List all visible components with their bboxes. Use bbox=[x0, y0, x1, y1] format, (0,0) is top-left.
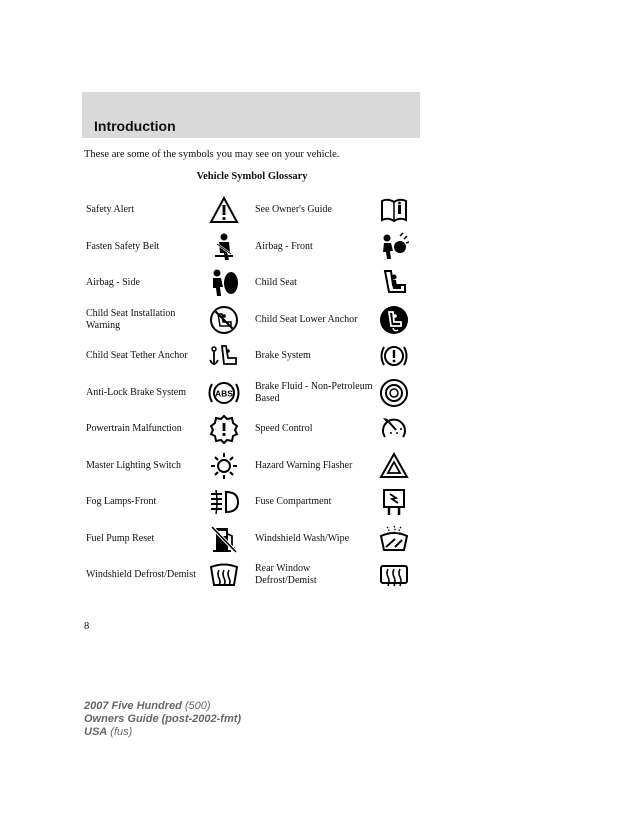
symbol-label: Child Seat bbox=[255, 277, 297, 289]
symbol-label: Fasten Safety Belt bbox=[86, 240, 160, 252]
symbol-label: Powertrain Malfunction bbox=[86, 423, 182, 435]
glossary-row bbox=[84, 302, 420, 339]
abs-icon bbox=[204, 375, 244, 412]
symbol-label: Fuse Compartment bbox=[255, 496, 332, 508]
document-footer bbox=[84, 700, 241, 739]
section-title: Introduction bbox=[94, 118, 176, 134]
glossary-row bbox=[84, 448, 420, 485]
symbol-label: Airbag - Front bbox=[255, 240, 313, 252]
svg-text:ABS: ABS bbox=[215, 388, 233, 399]
brake-fluid-icon bbox=[374, 375, 414, 412]
symbol-label: Brake System bbox=[255, 350, 311, 362]
powertrain-malfunction-icon bbox=[204, 411, 244, 448]
glossary-row bbox=[84, 521, 420, 558]
footer-model-code: (500) bbox=[181, 700, 211, 712]
seat-belt-icon bbox=[204, 229, 244, 266]
master-lighting-switch-icon bbox=[204, 448, 244, 485]
glossary-row bbox=[84, 557, 420, 594]
footer-line-3 bbox=[84, 726, 241, 739]
section-header bbox=[82, 92, 420, 138]
symbol-label: Hazard Warning Flasher bbox=[255, 459, 353, 471]
airbag-front-icon bbox=[374, 229, 414, 266]
symbol-label: Fog Lamps-Front bbox=[86, 496, 157, 508]
fuel-pump-reset-icon bbox=[204, 521, 244, 558]
speed-control-icon bbox=[374, 411, 414, 448]
glossary-title: Vehicle Symbol Glossary bbox=[196, 171, 308, 182]
symbol-label: Fuel Pump Reset bbox=[86, 532, 155, 544]
brake-system-icon bbox=[374, 338, 414, 375]
fog-lamps-icon bbox=[204, 484, 244, 521]
rear-window-defrost-icon bbox=[374, 557, 414, 594]
child-seat-lower-anchor-icon bbox=[374, 302, 414, 339]
glossary-row bbox=[84, 375, 420, 412]
symbol-label: Airbag - Side bbox=[86, 277, 140, 289]
footer-line-1 bbox=[84, 700, 241, 713]
symbol-label: Child Seat Installation Warning bbox=[86, 307, 176, 331]
symbol-label: Brake Fluid - Non-Petroleum Based bbox=[255, 380, 373, 404]
footer-market-code: (fus) bbox=[107, 726, 133, 738]
footer-line-2: Owners Guide (post-2002-fmt) bbox=[84, 713, 242, 725]
windshield-defrost-icon bbox=[204, 557, 244, 594]
fuse-compartment-icon bbox=[374, 484, 414, 521]
page-number: 8 bbox=[84, 621, 90, 632]
glossary-row bbox=[84, 484, 420, 521]
symbol-label: Anti-Lock Brake System bbox=[86, 386, 186, 398]
symbol-glossary bbox=[84, 192, 420, 594]
symbol-label: Safety Alert bbox=[86, 204, 135, 216]
glossary-row bbox=[84, 338, 420, 375]
symbol-label: Child Seat Lower Anchor bbox=[255, 313, 358, 325]
symbol-label: Windshield Wash/Wipe bbox=[255, 532, 350, 544]
airbag-side-icon bbox=[204, 265, 244, 302]
child-seat-installation-warning-icon bbox=[204, 302, 244, 339]
intro-text: These are some of the symbols you may see on your vehicle. bbox=[84, 149, 340, 160]
symbol-label: Speed Control bbox=[255, 423, 313, 435]
windshield-wash-wipe-icon bbox=[374, 521, 414, 558]
glossary-row bbox=[84, 411, 420, 448]
glossary-row bbox=[84, 192, 420, 229]
owners-guide-book-icon bbox=[374, 192, 414, 229]
symbol-label: Child Seat Tether Anchor bbox=[86, 350, 188, 362]
symbol-label: Windshield Defrost/Demist bbox=[86, 569, 196, 581]
symbol-label: Rear Window Defrost/Demist bbox=[255, 563, 317, 587]
hazard-warning-icon bbox=[374, 448, 414, 485]
glossary-row bbox=[84, 229, 420, 266]
footer-market: USA bbox=[84, 726, 108, 738]
warning-triangle-icon bbox=[204, 192, 244, 229]
child-seat-tether-anchor-icon bbox=[204, 338, 244, 375]
child-seat-icon bbox=[374, 265, 414, 302]
symbol-label: See Owner's Guide bbox=[255, 204, 332, 216]
glossary-row bbox=[84, 265, 420, 302]
footer-model: 2007 Five Hundred bbox=[84, 700, 182, 712]
symbol-label: Master Lighting Switch bbox=[86, 459, 181, 471]
